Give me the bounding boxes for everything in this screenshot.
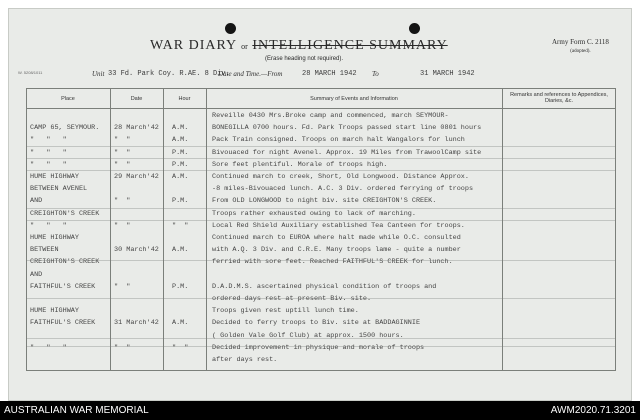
entry-hour: P.M. <box>172 282 189 291</box>
row-divider <box>26 158 616 159</box>
column-header-remarks: Remarks and references to Appendices, Diaries, &c. <box>510 92 608 104</box>
entry-summary: Bivouaced for night Avenel. Approx. 19 Miles from TrawoolCamp site <box>212 148 482 157</box>
entry-date: " " <box>114 282 131 291</box>
army-form-sub: (adopted). <box>570 49 591 54</box>
column-divider <box>206 88 207 370</box>
column-divider <box>26 88 27 370</box>
column-divider <box>615 88 616 370</box>
title-or: or <box>241 42 248 51</box>
entry-summary: Continued march to EUROA where halt made while O.C. consulted <box>212 234 461 242</box>
entry-hour: A.M. <box>172 246 189 255</box>
column-header-hour: Hour <box>178 96 191 102</box>
entry-summary: Decided improvement in physique and morale of troops <box>212 343 425 352</box>
unit-value: 33 Fd. Park Coy. R.AE. 8 Div. <box>108 70 230 78</box>
entry-place: HUME HIGHWAY <box>30 234 79 242</box>
entry-hour: A.M. <box>172 173 189 181</box>
row-divider <box>26 146 616 147</box>
heading-note: (Erase heading not required). <box>265 56 344 62</box>
entry-place: AND <box>30 197 43 206</box>
footer-reference: AWM2020.71.3201 <box>550 405 636 416</box>
entry-hour: A.M. <box>172 319 189 328</box>
entry-hour: P.M. <box>172 148 189 157</box>
table-bottom-border <box>26 370 616 371</box>
column-header-place: Place <box>61 96 75 102</box>
table-top-border <box>26 88 616 89</box>
entry-summary: BONEGILLA 0700 hours. Fd. Park Troops passed start line 0801 hours <box>212 124 482 133</box>
entry-place: FAITHFUL'S CREEK <box>30 319 96 328</box>
entry-date: " " <box>114 136 131 145</box>
entry-summary: ferried with sore feet. Reached FAITHFUL'S CREEK for lunch. <box>212 258 453 267</box>
column-header-summary: Summary of Events and Information <box>310 96 398 102</box>
entry-place: BETWEEN <box>30 246 59 255</box>
entry-summary: Local Red Shield Auxiliary established Tea Canteen for troops. <box>212 221 465 230</box>
entry-hour: A.M. <box>172 124 189 133</box>
entry-summary: Continued march to creek, Short, Old Longwood. Distance Approx. <box>212 173 469 181</box>
row-divider <box>26 298 616 299</box>
form-number: W. 5208/1011 <box>18 70 43 75</box>
entry-summary: Sore feet plentiful. Morale of troops high. <box>212 160 388 169</box>
footer-institution: AUSTRALIAN WAR MEMORIAL <box>4 405 149 416</box>
entry-place: BETWEEN AVENEL <box>30 185 88 194</box>
entry-summary: Decided to ferry troops to Biv. site at BADDAGINNIE <box>212 319 421 328</box>
entry-summary: From OLD LONGWOOD to night biv. site CREIGHTON'S CREEK. <box>212 197 437 206</box>
entry-place: CAMP 65, SEYMOUR. <box>30 124 100 133</box>
entry-date: 28 March'42 <box>114 124 159 133</box>
entry-place: CREIGHTON'S CREEK <box>30 209 100 218</box>
row-divider <box>26 346 616 347</box>
entry-summary: ( Golden Vale Golf Club) at approx. 1500 hours. <box>212 331 404 340</box>
entry-summary: Troops rather exhausted owing to lack of marching. <box>212 209 416 218</box>
title-intelligence-summary: INTELLIGENCE SUMMARY <box>252 38 448 53</box>
row-divider <box>26 260 616 261</box>
entry-summary: after days rest. <box>212 356 278 364</box>
header-divider <box>26 108 616 109</box>
archive-footer <box>0 401 640 420</box>
date-from: 28 MARCH 1942 <box>302 70 357 78</box>
column-divider <box>110 88 111 370</box>
punch-hole <box>225 23 236 34</box>
entry-hour: " " <box>172 221 189 230</box>
row-divider <box>26 338 616 339</box>
date-to: 31 MARCH 1942 <box>420 70 475 78</box>
entry-summary: -8 miles-Bivouaced lunch. A.C. 3 Div. ordered ferrying of troops <box>212 185 474 194</box>
entry-place: FAITHFUL'S CREEK <box>30 282 96 291</box>
entry-hour: A.M. <box>172 136 189 145</box>
row-divider <box>26 220 616 221</box>
entry-date: 31 March'42 <box>114 319 159 328</box>
entry-place: CREIGHTON'S CREEK <box>30 258 100 267</box>
entry-place: " " " <box>30 160 67 169</box>
entry-summary: ordered days rest at present Biv. site. <box>212 295 372 303</box>
entry-hour: P.M. <box>172 197 189 206</box>
army-form-label <box>552 38 609 56</box>
unit-label: Unit <box>92 70 105 78</box>
entry-summary: D.A.D.M.S. ascertained physical condition of troops and <box>212 282 437 291</box>
column-header-date: Date <box>130 96 143 102</box>
entry-date: " " <box>114 160 131 169</box>
entry-place: " " " <box>30 136 67 145</box>
entry-date: " " <box>114 221 131 230</box>
entry-date: 30 March'42 <box>114 246 159 255</box>
to-label: To <box>372 70 379 78</box>
entry-date: " " <box>114 197 131 206</box>
entry-place: " " " <box>30 221 67 230</box>
entry-place: HUME HIGHWAY <box>30 307 79 316</box>
row-divider <box>26 208 616 209</box>
title-war-diary: WAR DIARY <box>150 38 237 53</box>
punch-hole <box>409 23 420 34</box>
column-divider <box>502 88 503 370</box>
page-title <box>150 38 448 54</box>
entry-summary: Troops given rest uptill lunch time. <box>212 307 359 316</box>
entry-place: AND <box>30 270 43 279</box>
column-divider <box>163 88 164 370</box>
entry-place: " " " <box>30 343 67 352</box>
entry-date: 29 March'42 <box>114 173 159 181</box>
entry-summary: Pack Train consigned. Troops on march halt Wangalors for lunch <box>212 136 465 145</box>
entry-place: " " " <box>30 148 67 157</box>
row-divider <box>26 170 616 171</box>
entry-place: HUME HIGHWAY <box>30 173 79 181</box>
army-form-number: Army Form C. 2118 <box>552 38 609 46</box>
date-time-label: Date and Time.—From <box>218 70 283 78</box>
entry-summary: with A.Q. 3 Div. and C.R.E. Many troops lame - quite a number <box>212 246 461 255</box>
entry-hour: " " <box>172 343 189 352</box>
entry-date: " " <box>114 343 131 352</box>
entry-date: " " <box>114 148 131 157</box>
entry-summary: Reveille 0430 Mrs.Broke camp and commenced, march SEYMOUR- <box>212 112 449 120</box>
entry-hour: P.M. <box>172 160 189 169</box>
